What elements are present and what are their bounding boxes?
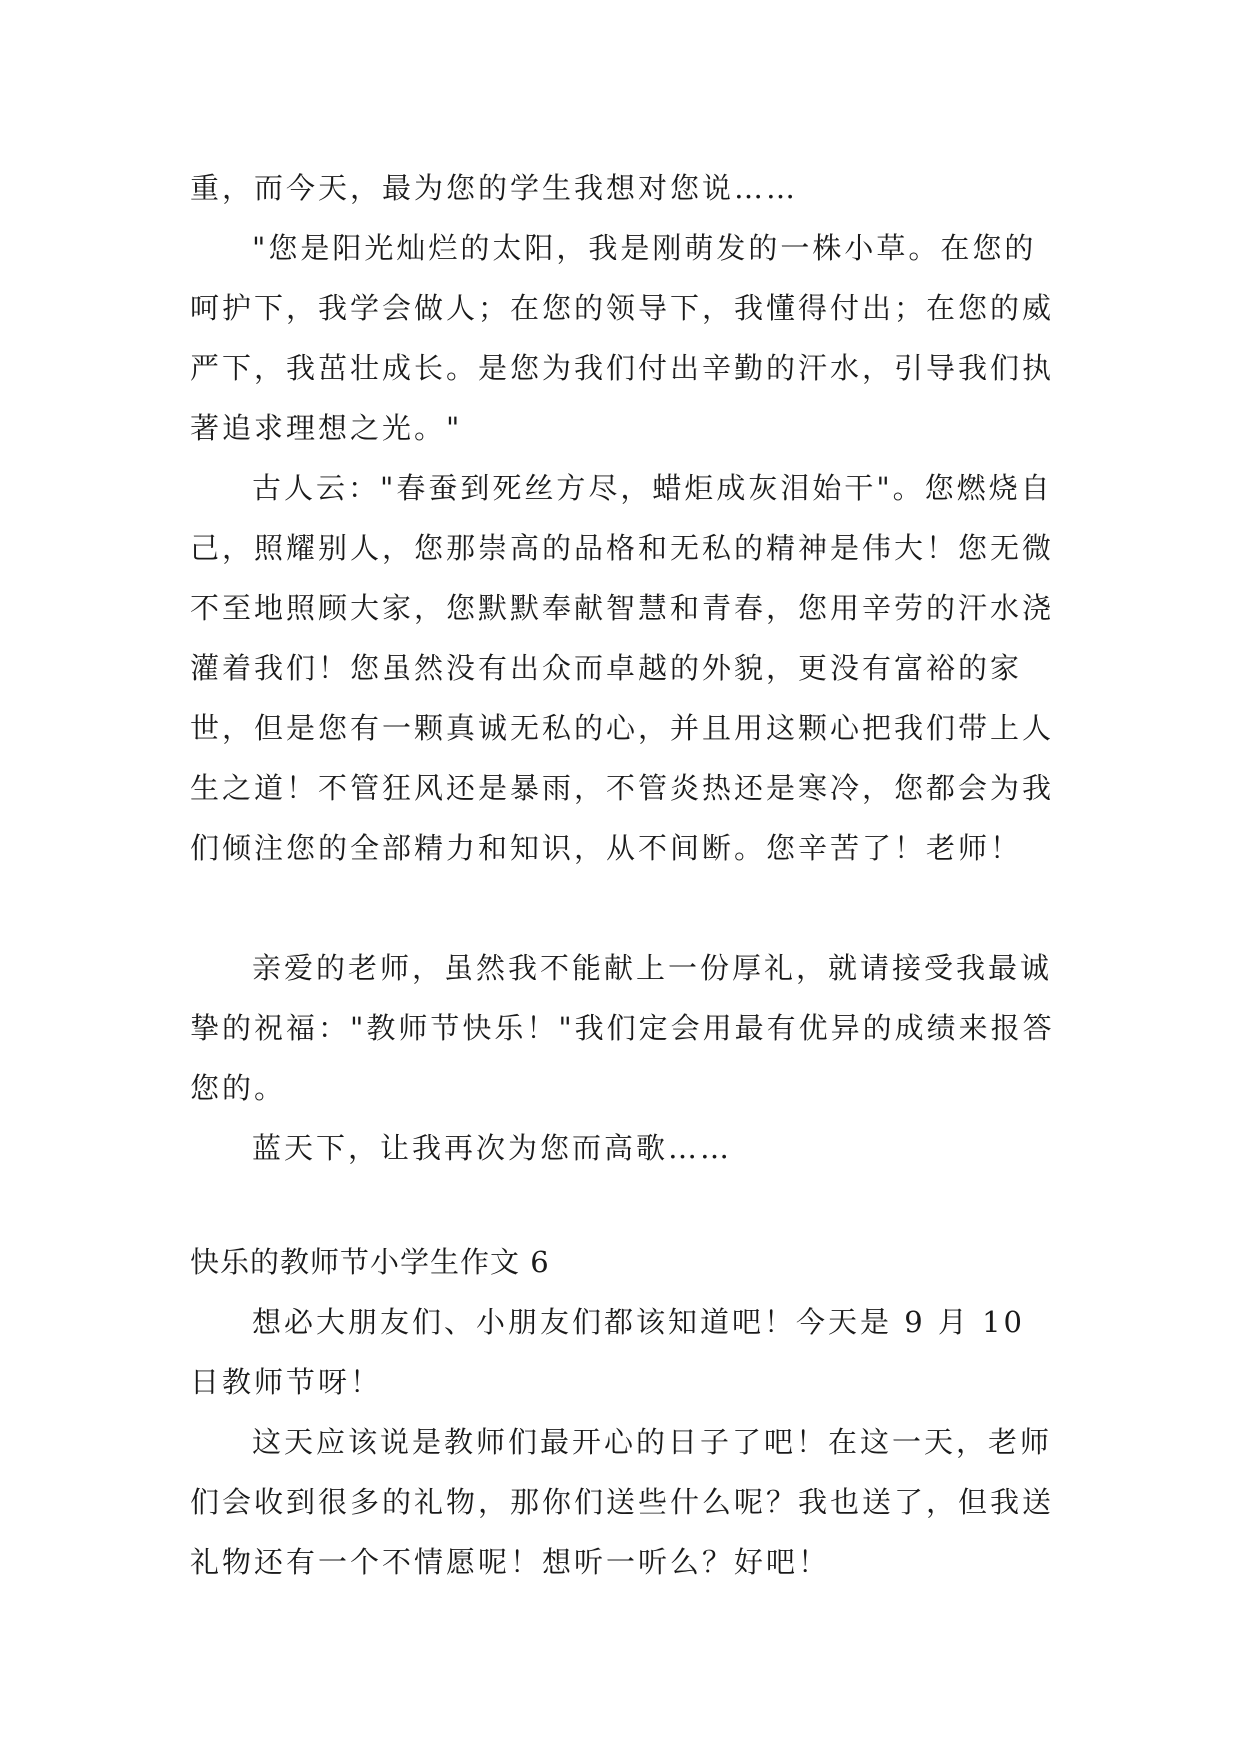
paragraph-praise: 古人云："春蚕到死丝方尽，蜡炬成灰泪始干"。您燃烧自己，照耀别人，您那崇高的品格和无私的精神是伟大！您无微不至地照顾大家，您默默奉献智慧和青春，您用辛劳的汗水浇灌着我们！您虽然没有出众而卓越的外貌，更没有富裕的家世，但是您有一颗真诚无私的心，并且用这颗心把我们带上人生之道！不管狂风还是暴雨，不管炎热还是寒冷，您都会为我们倾注您的全部精力和知识，从不间断。您辛苦了！老师！ bbox=[190, 471, 1055, 865]
paragraph-gifts: 这天应该说是教师们最开心的日子了吧！在这一天，老师们会收到很多的礼物，那你们送些什么呢？我也送了，但我送礼物还有一个不情愿呢！想听一听么？好吧！ bbox=[190, 1425, 1055, 1579]
paragraph-blessing: 亲爱的老师，虽然我不能献上一份厚礼，就请接受我最诚挚的祝福："教师节快乐！"我们定会用最有优异的成绩来报答您的。 bbox=[190, 951, 1055, 1105]
paragraph-quote: "您是阳光灿烂的太阳，我是刚萌发的一株小草。在您的呵护下，我学会做人；在您的领导下，我懂得付出；在您的威严下，我茁壮成长。是您为我们付出辛勤的汗水，引导我们执著追求理想之光。" bbox=[190, 231, 1055, 445]
paragraph-closing: 蓝天下，让我再次为您而高歌…… bbox=[252, 1131, 733, 1165]
section-title: 快乐的教师节小学生作文 6 bbox=[190, 1245, 550, 1279]
paragraph-intro: 想必大朋友们、小朋友们都该知道吧！今天是 9 月 10 日教师节呀！ bbox=[190, 1305, 1026, 1399]
paragraph-continuation: 重，而今天，最为您的学生我想对您说…… bbox=[190, 171, 799, 205]
